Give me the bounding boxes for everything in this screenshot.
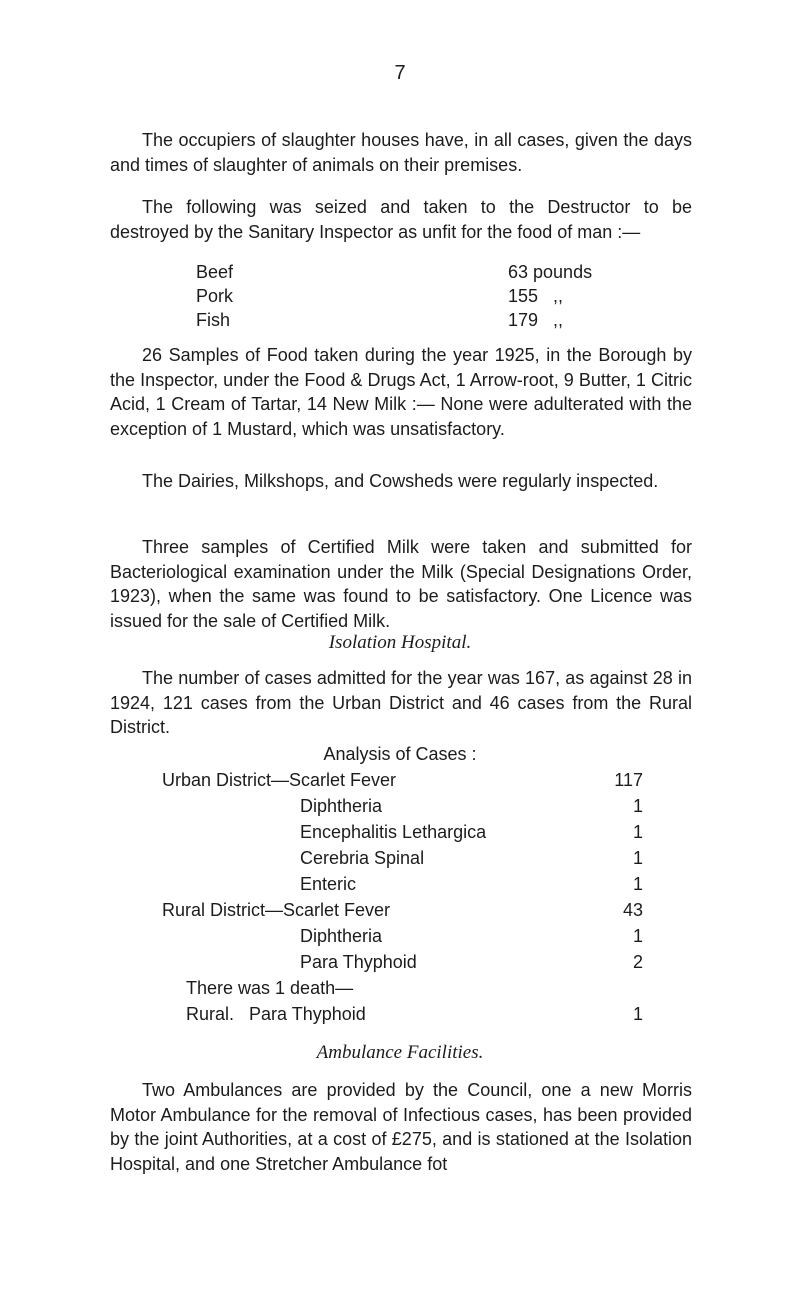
death-note: There was 1 death— (186, 978, 354, 998)
urban-scarlet-fever-count: 117 (614, 770, 643, 790)
heading-isolation-hospital: Isolation Hospital. (328, 632, 472, 653)
urban-diphtheria-count: 1 (632, 796, 643, 816)
seized-item-pork: Pork (196, 286, 234, 306)
death-rural-para-thyphoid: Rural. Para Thyphoid (186, 1004, 366, 1024)
paragraph-certified-milk: Three samples of Certified Milk were taken and submitted for Bacteriological examination under the Milk (Special Designations Order, 1923), when the same was found to be satisfactory. One Licence was issued for the sale of Certified Milk. (110, 537, 692, 631)
urban-disease-enteric: Enteric (300, 874, 357, 894)
rural-para-thyphoid-count: 2 (632, 952, 643, 972)
urban-disease-diphtheria: Diphtheria (300, 796, 383, 816)
paragraph-seized-food: The following was seized and taken to the Destructor to be destroyed by the Sanitary Inspector as unfit for the food of man :— (110, 197, 692, 242)
heading-analysis-of-cases: Analysis of Cases : (323, 744, 477, 764)
rural-scarlet-fever-count: 43 (622, 900, 643, 920)
paragraph-food-samples: 26 Samples of Food taken during the year 1925, in the Borough by the Inspector, under the Food & Drugs Act, 1 Arrow-root, 9 Butter, 1 Citric Acid, 1 Cream of Tartar, 14 New Milk :— None were adulterated with the exception of 1 Mustard, which was unsatisfactory. (110, 345, 692, 439)
page-number: 7 (394, 62, 406, 84)
rural-diphtheria-count: 1 (632, 926, 643, 946)
seized-amount-beef: 63 pounds (508, 262, 593, 282)
urban-encephalitis-count: 1 (632, 822, 643, 842)
urban-disease-cerebria-spinal: Cerebria Spinal (300, 848, 425, 868)
urban-cerebria-spinal-count: 1 (632, 848, 643, 868)
paragraph-dairies: The Dairies, Milkshops, and Cowsheds were regularly inspected. (142, 471, 659, 491)
paragraph-ambulances: Two Ambulances are provided by the Council, one a new Morris Motor Ambulance for the removal of Infectious cases, has been provided by the joint Authorities, at a cost of £275, and is stationed at the Isolation Hospital, and one Stretcher Ambulance fot (110, 1080, 692, 1174)
urban-disease-encephalitis: Encephalitis Lethargica (300, 822, 487, 842)
rural-district-scarlet-fever: Rural District—Scarlet Fever (162, 900, 391, 920)
paragraph-slaughter-houses: The occupiers of slaughter houses have, in all cases, given the days and times of slaughter of animals on their premises. (110, 130, 692, 175)
urban-district-scarlet-fever: Urban District—Scarlet Fever (162, 770, 397, 790)
seized-item-beef: Beef (196, 262, 234, 282)
heading-ambulance-facilities: Ambulance Facilities. (316, 1042, 484, 1063)
paragraph-admissions: The number of cases admitted for the year was 167, as against 28 in 1924, 121 cases from the Urban District and 46 cases from the Rural District. (110, 668, 692, 737)
seized-amount-fish: 179 ,, (508, 310, 564, 330)
urban-enteric-count: 1 (632, 874, 643, 894)
death-count: 1 (632, 1004, 643, 1024)
rural-disease-para-thyphoid: Para Thyphoid (300, 952, 417, 972)
rural-disease-diphtheria: Diphtheria (300, 926, 383, 946)
seized-amount-pork: 155 ,, (508, 286, 564, 306)
seized-item-fish: Fish (196, 310, 231, 330)
